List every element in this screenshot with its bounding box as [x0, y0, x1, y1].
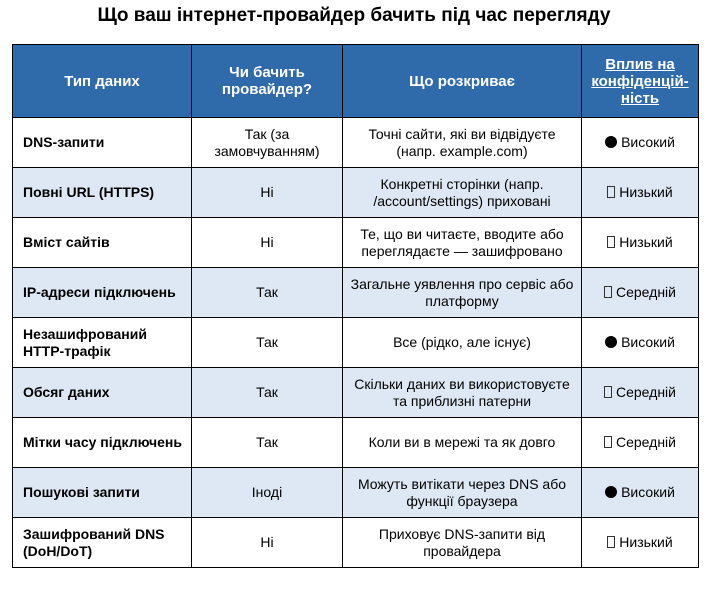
filled-circle-icon: [605, 336, 617, 348]
table-row: [13, 318, 699, 368]
cell-isp-sees: Так: [192, 368, 343, 418]
table-row: [13, 218, 699, 268]
cell-privacy-impact: [582, 468, 699, 518]
cell-reveals: Скільки даних ви використовуєте та приблизні патерни: [343, 368, 582, 418]
impact-label: Високий: [621, 334, 675, 350]
cell-data-type: Вміст сайтів: [13, 218, 192, 268]
cell-isp-sees: Ні: [192, 218, 343, 268]
cell-isp-sees: Ні: [192, 168, 343, 218]
table-row: [13, 418, 699, 468]
cell-privacy-impact: [582, 168, 699, 218]
missing-glyph-icon: [604, 286, 612, 298]
cell-data-type: Незашифрований HTTP-трафік: [13, 318, 192, 368]
cell-data-type: Пошукові запити: [13, 468, 192, 518]
missing-glyph-icon: [604, 386, 612, 398]
impact-label: Високий: [621, 484, 675, 500]
impact-label: Середній: [616, 384, 676, 400]
cell-privacy-impact: [582, 118, 699, 168]
cell-reveals: Те, що ви читаєте, вводите або переглядаєте — зашифровано: [343, 218, 582, 268]
cell-data-type: IP-адреси підключень: [13, 268, 192, 318]
cell-privacy-impact: [582, 318, 699, 368]
header-data-type: Тип даних: [13, 45, 192, 118]
table-row: [13, 468, 699, 518]
impact-label: Середній: [616, 284, 676, 300]
cell-data-type: Мітки часу підключень: [13, 418, 192, 468]
table-header-row: [13, 45, 699, 118]
cell-isp-sees: Так (за замовчуванням): [192, 118, 343, 168]
impact-label: Високий: [621, 134, 675, 150]
cell-privacy-impact: [582, 418, 699, 468]
missing-glyph-icon: [604, 436, 612, 448]
header-isp-sees: Чи бачить провайдер?: [192, 45, 343, 118]
cell-isp-sees: Так: [192, 418, 343, 468]
cell-reveals: Все (рідко, але існує): [343, 318, 582, 368]
table-row: [13, 118, 699, 168]
cell-privacy-impact: [582, 268, 699, 318]
cell-reveals: Можуть витікати через DNS або функції браузера: [343, 468, 582, 518]
cell-data-type: Повні URL (HTTPS): [13, 168, 192, 218]
impact-label: Середній: [616, 434, 676, 450]
isp-visibility-table: [12, 44, 699, 568]
impact-label: Низький: [619, 234, 673, 250]
cell-reveals: Конкретні сторінки (напр. /account/settings) приховані: [343, 168, 582, 218]
cell-data-type: DNS-запити: [13, 118, 192, 168]
cell-privacy-impact: [582, 218, 699, 268]
cell-isp-sees: Ні: [192, 518, 343, 568]
table-row: [13, 518, 699, 568]
cell-reveals: Точні сайти, які ви відвідуєте (напр. example.com): [343, 118, 582, 168]
missing-glyph-icon: [607, 186, 615, 198]
table-row: [13, 368, 699, 418]
cell-reveals: Приховує DNS-запити від провайдера: [343, 518, 582, 568]
cell-privacy-impact: [582, 518, 699, 568]
cell-isp-sees: Іноді: [192, 468, 343, 518]
table-row: [13, 168, 699, 218]
cell-data-type: Зашифрований DNS (DoH/DoT): [13, 518, 192, 568]
cell-isp-sees: Так: [192, 268, 343, 318]
filled-circle-icon: [605, 486, 617, 498]
missing-glyph-icon: [607, 536, 615, 548]
cell-privacy-impact: [582, 368, 699, 418]
filled-circle-icon: [605, 136, 617, 148]
table-row: [13, 268, 699, 318]
page-title: Що ваш інтернет-провайдер бачить під час перегляду: [97, 5, 611, 26]
impact-label: Низький: [619, 184, 673, 200]
header-privacy-impact: [582, 45, 699, 118]
header-reveals: Що розкриває: [343, 45, 582, 118]
cell-reveals: Загальне уявлення про сервіс або платформу: [343, 268, 582, 318]
missing-glyph-icon: [607, 236, 615, 248]
cell-data-type: Обсяг даних: [13, 368, 192, 418]
header-privacy-impact-label: Вплив на конфіденцій-ність: [591, 55, 689, 107]
impact-label: Низький: [619, 534, 673, 550]
cell-reveals: Коли ви в мережі та як довго: [343, 418, 582, 468]
cell-isp-sees: Так: [192, 318, 343, 368]
